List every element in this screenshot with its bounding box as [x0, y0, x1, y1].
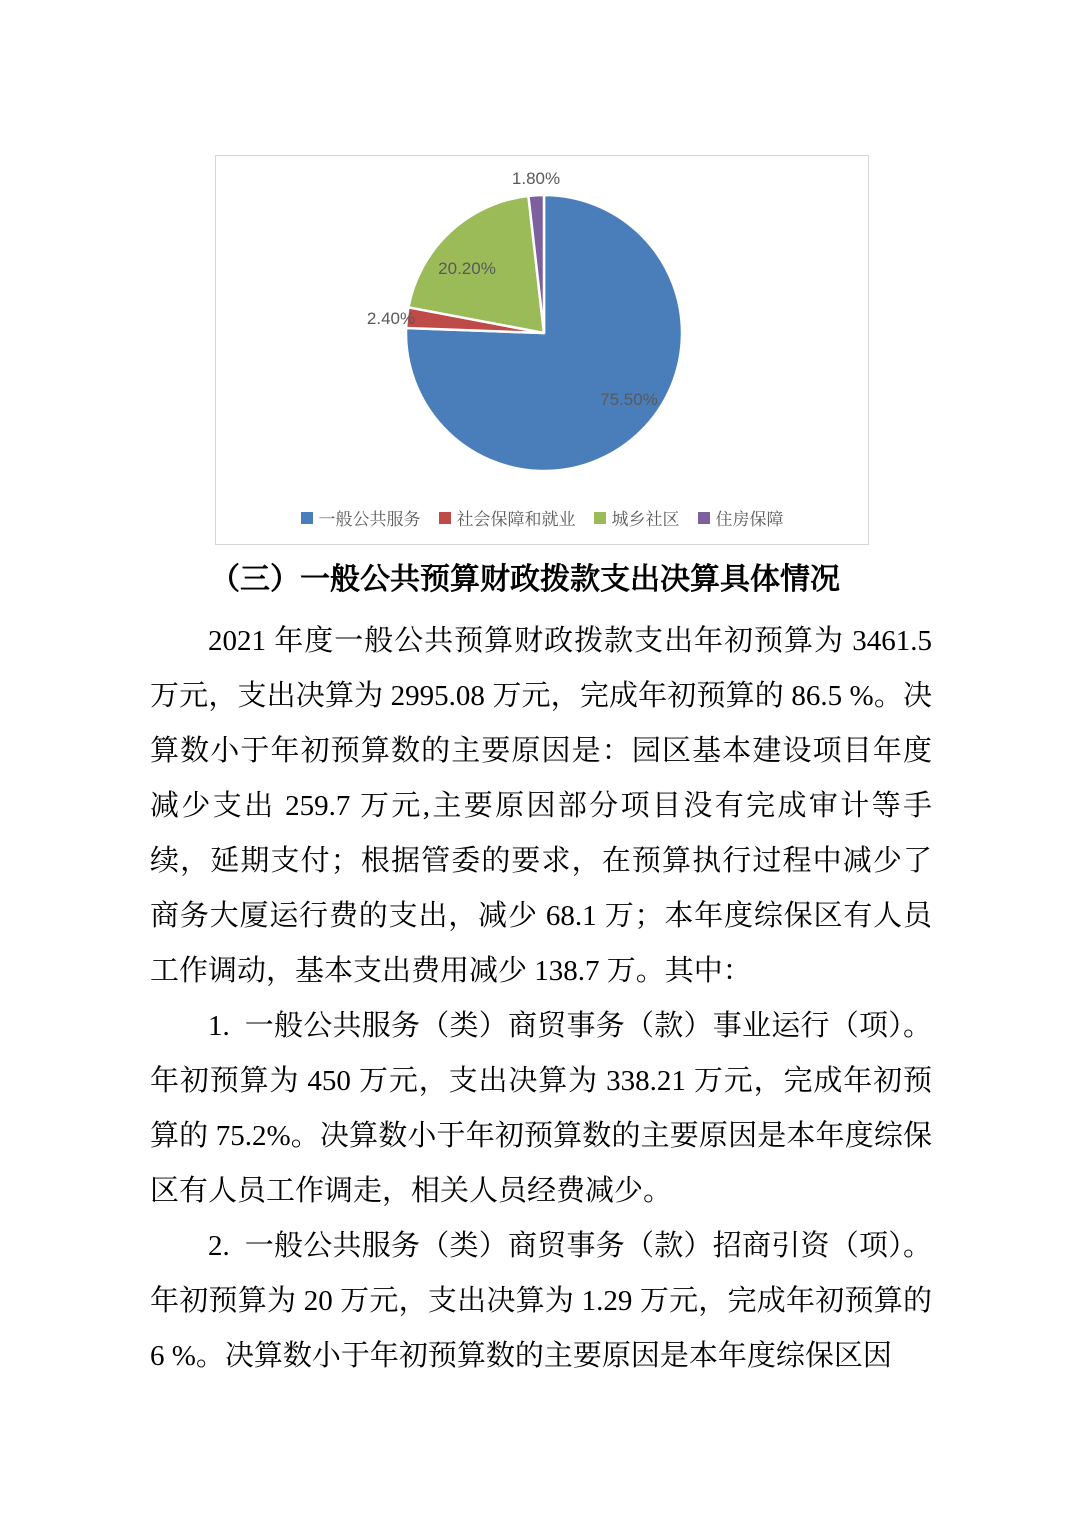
section-heading: （三）一般公共预算财政拨款支出决算具体情况 — [210, 563, 840, 596]
legend-item — [698, 505, 784, 530]
legend-swatch-icon — [439, 512, 451, 524]
legend-swatch-icon — [698, 512, 710, 524]
pie-chart-svg — [216, 156, 870, 516]
legend-item — [439, 505, 576, 530]
legend-label: 住房保障 — [715, 510, 784, 529]
pie-data-label: 1.80% — [511, 169, 561, 188]
paragraph-item-1: 1. 一般公共服务（类）商贸事务（款）事业运行（项）。年初预算为 450 万元，支出决算为 338.21 万元，完成年初预算的 75.2%。决算数小于年初预算数的主要原因是本年度综保区有人员工作调走，相关人员经费减少。 — [150, 1010, 932, 1207]
legend-item — [301, 505, 421, 530]
chart-legend — [216, 505, 868, 530]
legend-label: 一般公共服务 — [318, 510, 421, 529]
legend-item — [594, 505, 680, 530]
legend-label: 城乡社区 — [611, 510, 680, 529]
pie-data-label: 20.20% — [438, 259, 496, 278]
legend-label: 社会保障和就业 — [456, 510, 576, 529]
pie-chart-panel — [215, 155, 869, 545]
legend-swatch-icon — [594, 512, 606, 524]
document-body — [150, 556, 932, 1384]
pie-data-label: 2.40% — [366, 309, 416, 328]
paragraph-item-2: 2. 一般公共服务（类）商贸事务（款）招商引资（项）。年初预算为 20 万元，支出决算为 1.29 万元，完成年初预算的 6 %。决算数小于年初预算数的主要原因是本年度综保区因 — [150, 1230, 932, 1372]
pie-data-label: 75.50% — [600, 390, 658, 409]
legend-swatch-icon — [301, 512, 313, 524]
paragraph-overview: 2021 年度一般公共预算财政拨款支出年初预算为 3461.5 万元，支出决算为 2995.08 万元，完成年初预算的 86.5 %。决算数小于年初预算数的主要原因是：园区基本建设项目年度减少支出 259.7 万元,主要原因部分项目没有完成审计等手续，延期支付；根据管委的要求，在预算执行过程中减少了商务大厦运行费的支出，减少 68.1 万；本年度综保区有人员工作调动，基本支出费用减少 138.7 万。其中： — [150, 625, 932, 987]
